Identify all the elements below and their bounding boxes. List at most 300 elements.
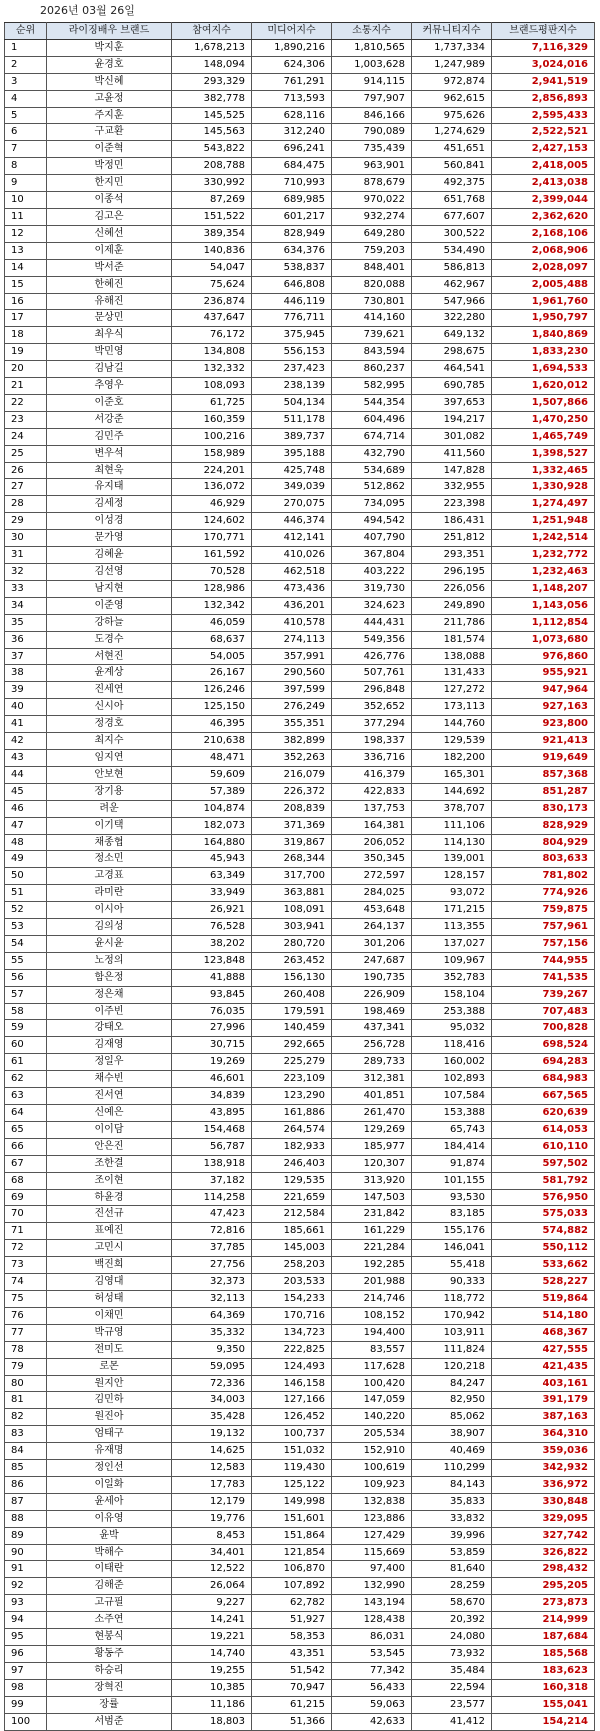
communication-cell: 117,628 — [332, 1358, 412, 1375]
actor-name-cell: 안보현 — [47, 766, 172, 783]
communication-cell: 296,848 — [332, 682, 412, 699]
participation-cell: 72,816 — [172, 1223, 252, 1240]
rank-cell: 12 — [5, 225, 47, 242]
actor-name-cell: 진서연 — [47, 1088, 172, 1105]
brand-index-cell: 976,860 — [492, 648, 595, 665]
brand-index-cell: 1,073,680 — [492, 631, 595, 648]
community-cell: 301,082 — [412, 428, 492, 445]
brand-index-cell: 2,399,044 — [492, 192, 595, 209]
table-row — [5, 39, 595, 56]
communication-cell: 426,776 — [332, 648, 412, 665]
community-cell: 107,584 — [412, 1088, 492, 1105]
community-cell: 120,218 — [412, 1358, 492, 1375]
participation-cell: 47,423 — [172, 1206, 252, 1223]
actor-name-cell: 함은정 — [47, 969, 172, 986]
actor-name-cell: 변우석 — [47, 445, 172, 462]
table-row — [5, 530, 595, 547]
rank-cell: 24 — [5, 428, 47, 445]
community-cell: 534,490 — [412, 242, 492, 259]
participation-cell: 19,255 — [172, 1662, 252, 1679]
media-cell: 473,436 — [252, 580, 332, 597]
communication-cell: 820,088 — [332, 276, 412, 293]
rank-cell: 65 — [5, 1121, 47, 1138]
participation-cell: 27,996 — [172, 1020, 252, 1037]
participation-cell: 76,035 — [172, 1003, 252, 1020]
media-cell: 713,593 — [252, 90, 332, 107]
media-cell: 264,574 — [252, 1121, 332, 1138]
participation-cell: 19,132 — [172, 1426, 252, 1443]
actor-name-cell: 조이현 — [47, 1172, 172, 1189]
table-row — [5, 1003, 595, 1020]
participation-cell: 70,528 — [172, 564, 252, 581]
participation-cell: 46,601 — [172, 1071, 252, 1088]
actor-name-cell: 장혁진 — [47, 1679, 172, 1696]
rank-cell: 32 — [5, 564, 47, 581]
communication-cell: 129,269 — [332, 1121, 412, 1138]
communication-cell: 403,222 — [332, 564, 412, 581]
communication-cell: 534,689 — [332, 462, 412, 479]
communication-cell: 437,341 — [332, 1020, 412, 1037]
actor-name-cell: 신시아 — [47, 699, 172, 716]
community-cell: 249,890 — [412, 597, 492, 614]
table-row — [5, 1561, 595, 1578]
media-cell: 689,985 — [252, 192, 332, 209]
communication-cell: 512,862 — [332, 479, 412, 496]
rank-cell: 11 — [5, 208, 47, 225]
communication-cell: 549,356 — [332, 631, 412, 648]
actor-name-cell: 김고은 — [47, 208, 172, 225]
actor-name-cell: 윤경호 — [47, 56, 172, 73]
table-row — [5, 1612, 595, 1629]
participation-cell: 33,949 — [172, 885, 252, 902]
community-cell: 129,539 — [412, 733, 492, 750]
header-rank: 순위 — [5, 23, 47, 40]
communication-cell: 147,503 — [332, 1189, 412, 1206]
rank-cell: 17 — [5, 310, 47, 327]
actor-name-cell: 김영대 — [47, 1274, 172, 1291]
table-row — [5, 1155, 595, 1172]
header-brand-reputation-index: 브랜드평판지수 — [492, 23, 595, 40]
media-cell: 119,430 — [252, 1460, 332, 1477]
table-row — [5, 1443, 595, 1460]
rank-cell: 79 — [5, 1358, 47, 1375]
media-cell: 62,782 — [252, 1595, 332, 1612]
rank-cell: 37 — [5, 648, 47, 665]
communication-cell: 137,753 — [332, 800, 412, 817]
rank-cell: 8 — [5, 158, 47, 175]
table-row — [5, 597, 595, 614]
communication-cell: 77,342 — [332, 1662, 412, 1679]
participation-cell: 224,201 — [172, 462, 252, 479]
community-cell: 137,027 — [412, 935, 492, 952]
community-cell: 677,607 — [412, 208, 492, 225]
table-row — [5, 1020, 595, 1037]
participation-cell: 41,888 — [172, 969, 252, 986]
participation-cell: 93,845 — [172, 986, 252, 1003]
table-row — [5, 513, 595, 530]
participation-cell: 34,839 — [172, 1088, 252, 1105]
participation-cell: 35,332 — [172, 1324, 252, 1341]
rank-cell: 68 — [5, 1172, 47, 1189]
media-cell: 145,003 — [252, 1240, 332, 1257]
rank-cell: 58 — [5, 1003, 47, 1020]
communication-cell: 848,401 — [332, 259, 412, 276]
communication-cell: 407,790 — [332, 530, 412, 547]
media-cell: 51,542 — [252, 1662, 332, 1679]
community-cell: 298,675 — [412, 344, 492, 361]
table-row — [5, 1460, 595, 1477]
table-row — [5, 1037, 595, 1054]
communication-cell: 284,025 — [332, 885, 412, 902]
media-cell: 126,452 — [252, 1409, 332, 1426]
actor-name-cell: 김세정 — [47, 496, 172, 513]
brand-index-cell: 160,318 — [492, 1679, 595, 1696]
communication-cell: 132,990 — [332, 1578, 412, 1595]
participation-cell: 17,783 — [172, 1476, 252, 1493]
actor-name-cell: 고윤정 — [47, 90, 172, 107]
actor-name-cell: 윤박 — [47, 1527, 172, 1544]
community-cell: 972,874 — [412, 73, 492, 90]
participation-cell: 64,369 — [172, 1307, 252, 1324]
community-cell: 85,062 — [412, 1409, 492, 1426]
table-row — [5, 107, 595, 124]
community-cell: 226,056 — [412, 580, 492, 597]
table-row — [5, 1189, 595, 1206]
actor-name-cell: 정은채 — [47, 986, 172, 1003]
brand-index-cell: 1,112,854 — [492, 614, 595, 631]
participation-cell: 43,895 — [172, 1105, 252, 1122]
community-cell: 173,113 — [412, 699, 492, 716]
community-cell: 153,388 — [412, 1105, 492, 1122]
brand-index-cell: 1,620,012 — [492, 378, 595, 395]
community-cell: 101,155 — [412, 1172, 492, 1189]
participation-cell: 170,771 — [172, 530, 252, 547]
participation-cell: 34,003 — [172, 1392, 252, 1409]
participation-cell: 48,471 — [172, 749, 252, 766]
brand-index-cell: 2,362,620 — [492, 208, 595, 225]
media-cell: 290,560 — [252, 665, 332, 682]
rank-cell: 47 — [5, 817, 47, 834]
rank-cell: 85 — [5, 1460, 47, 1477]
table-row — [5, 665, 595, 682]
communication-cell: 932,274 — [332, 208, 412, 225]
rank-cell: 16 — [5, 293, 47, 310]
rank-cell: 36 — [5, 631, 47, 648]
actor-name-cell: 조한결 — [47, 1155, 172, 1172]
brand-index-cell: 295,205 — [492, 1578, 595, 1595]
community-cell: 93,530 — [412, 1189, 492, 1206]
participation-cell: 236,874 — [172, 293, 252, 310]
brand-index-cell: 684,983 — [492, 1071, 595, 1088]
community-cell: 20,392 — [412, 1612, 492, 1629]
table-row — [5, 445, 595, 462]
rank-cell: 21 — [5, 378, 47, 395]
rank-cell: 95 — [5, 1629, 47, 1646]
rank-cell: 43 — [5, 749, 47, 766]
communication-cell: 109,923 — [332, 1476, 412, 1493]
participation-cell: 126,246 — [172, 682, 252, 699]
rank-cell: 71 — [5, 1223, 47, 1240]
brand-index-cell: 830,173 — [492, 800, 595, 817]
media-cell: 179,591 — [252, 1003, 332, 1020]
media-cell: 106,870 — [252, 1561, 332, 1578]
table-row — [5, 1510, 595, 1527]
media-cell: 776,711 — [252, 310, 332, 327]
rank-cell: 98 — [5, 1679, 47, 1696]
participation-cell: 46,059 — [172, 614, 252, 631]
media-cell: 349,039 — [252, 479, 332, 496]
participation-cell: 9,227 — [172, 1595, 252, 1612]
rank-cell: 30 — [5, 530, 47, 547]
actor-name-cell: 라미란 — [47, 885, 172, 902]
participation-cell: 1,678,213 — [172, 39, 252, 56]
media-cell: 146,158 — [252, 1375, 332, 1392]
communication-cell: 140,220 — [332, 1409, 412, 1426]
brand-index-cell: 514,180 — [492, 1307, 595, 1324]
rank-cell: 64 — [5, 1105, 47, 1122]
brand-index-cell: 2,595,433 — [492, 107, 595, 124]
brand-index-cell: 2,941,519 — [492, 73, 595, 90]
rank-cell: 92 — [5, 1578, 47, 1595]
table-row — [5, 344, 595, 361]
participation-cell: 68,637 — [172, 631, 252, 648]
actor-name-cell: 이준영 — [47, 597, 172, 614]
brand-index-cell: 1,232,463 — [492, 564, 595, 581]
participation-cell: 35,428 — [172, 1409, 252, 1426]
media-cell: 280,720 — [252, 935, 332, 952]
community-cell: 81,640 — [412, 1561, 492, 1578]
participation-cell: 59,095 — [172, 1358, 252, 1375]
rank-cell: 54 — [5, 935, 47, 952]
rank-cell: 76 — [5, 1307, 47, 1324]
actor-name-cell: 엄태구 — [47, 1426, 172, 1443]
brand-index-cell: 185,568 — [492, 1646, 595, 1663]
table-row — [5, 1493, 595, 1510]
brand-index-cell: 1,232,772 — [492, 547, 595, 564]
community-cell: 144,692 — [412, 783, 492, 800]
rank-cell: 81 — [5, 1392, 47, 1409]
media-cell: 382,899 — [252, 733, 332, 750]
table-row — [5, 1307, 595, 1324]
community-cell: 492,375 — [412, 175, 492, 192]
media-cell: 151,032 — [252, 1443, 332, 1460]
community-cell: 58,670 — [412, 1595, 492, 1612]
actor-name-cell: 고민시 — [47, 1240, 172, 1257]
actor-name-cell: 진선규 — [47, 1206, 172, 1223]
table-row — [5, 1223, 595, 1240]
rank-cell: 86 — [5, 1476, 47, 1493]
participation-cell: 38,202 — [172, 935, 252, 952]
communication-cell: 100,420 — [332, 1375, 412, 1392]
brand-index-cell: 757,156 — [492, 935, 595, 952]
community-cell: 40,469 — [412, 1443, 492, 1460]
actor-name-cell: 윤계상 — [47, 665, 172, 682]
media-cell: 446,119 — [252, 293, 332, 310]
participation-cell: 140,836 — [172, 242, 252, 259]
brand-index-cell: 757,961 — [492, 919, 595, 936]
communication-cell: 759,203 — [332, 242, 412, 259]
community-cell: 586,813 — [412, 259, 492, 276]
actor-name-cell: 임지연 — [47, 749, 172, 766]
participation-cell: 57,389 — [172, 783, 252, 800]
actor-name-cell: 박해수 — [47, 1544, 172, 1561]
brand-index-cell: 620,639 — [492, 1105, 595, 1122]
communication-cell: 120,307 — [332, 1155, 412, 1172]
communication-cell: 416,379 — [332, 766, 412, 783]
media-cell: 397,599 — [252, 682, 332, 699]
communication-cell: 878,679 — [332, 175, 412, 192]
rank-cell: 93 — [5, 1595, 47, 1612]
actor-name-cell: 이기택 — [47, 817, 172, 834]
brand-index-cell: 923,800 — [492, 716, 595, 733]
community-cell: 411,560 — [412, 445, 492, 462]
communication-cell: 336,716 — [332, 749, 412, 766]
brand-index-cell: 1,143,056 — [492, 597, 595, 614]
community-cell: 1,274,629 — [412, 124, 492, 141]
community-cell: 24,080 — [412, 1629, 492, 1646]
rank-cell: 77 — [5, 1324, 47, 1341]
rank-cell: 35 — [5, 614, 47, 631]
rank-cell: 88 — [5, 1510, 47, 1527]
community-cell: 111,106 — [412, 817, 492, 834]
actor-name-cell: 김해준 — [47, 1578, 172, 1595]
rank-cell: 25 — [5, 445, 47, 462]
table-row — [5, 124, 595, 141]
table-row — [5, 986, 595, 1003]
brand-index-cell: 298,432 — [492, 1561, 595, 1578]
participation-cell: 12,522 — [172, 1561, 252, 1578]
participation-cell: 10,385 — [172, 1679, 252, 1696]
media-cell: 263,452 — [252, 952, 332, 969]
media-cell: 412,141 — [252, 530, 332, 547]
actor-name-cell: 이준호 — [47, 394, 172, 411]
brand-index-cell: 403,161 — [492, 1375, 595, 1392]
media-cell: 151,601 — [252, 1510, 332, 1527]
communication-cell: 674,714 — [332, 428, 412, 445]
actor-name-cell: 백진희 — [47, 1257, 172, 1274]
header-media-index: 미디어지수 — [252, 23, 332, 40]
media-cell: 222,825 — [252, 1341, 332, 1358]
rank-cell: 27 — [5, 479, 47, 496]
rank-cell: 73 — [5, 1257, 47, 1274]
communication-cell: 401,851 — [332, 1088, 412, 1105]
community-cell: 128,157 — [412, 868, 492, 885]
brand-index-cell: 1,274,497 — [492, 496, 595, 513]
actor-name-cell: 김민주 — [47, 428, 172, 445]
table-row — [5, 885, 595, 902]
community-cell: 82,950 — [412, 1392, 492, 1409]
participation-cell: 34,401 — [172, 1544, 252, 1561]
community-cell: 83,185 — [412, 1206, 492, 1223]
brand-index-cell: 342,932 — [492, 1460, 595, 1477]
actor-name-cell: 이준혁 — [47, 141, 172, 158]
table-row — [5, 1527, 595, 1544]
community-cell: 160,002 — [412, 1054, 492, 1071]
media-cell: 270,075 — [252, 496, 332, 513]
media-cell: 61,215 — [252, 1696, 332, 1713]
media-cell: 125,122 — [252, 1476, 332, 1493]
participation-cell: 154,468 — [172, 1121, 252, 1138]
communication-cell: 414,160 — [332, 310, 412, 327]
media-cell: 185,661 — [252, 1223, 332, 1240]
actor-name-cell: 유해진 — [47, 293, 172, 310]
brand-index-cell: 2,856,893 — [492, 90, 595, 107]
community-cell: 464,541 — [412, 361, 492, 378]
brand-index-cell: 1,332,465 — [492, 462, 595, 479]
communication-cell: 313,920 — [332, 1172, 412, 1189]
participation-cell: 12,583 — [172, 1460, 252, 1477]
actor-name-cell: 도경수 — [47, 631, 172, 648]
community-cell: 184,414 — [412, 1138, 492, 1155]
actor-name-cell: 박지훈 — [47, 39, 172, 56]
brand-index-cell: 1,465,749 — [492, 428, 595, 445]
community-cell: 55,418 — [412, 1257, 492, 1274]
table-row — [5, 73, 595, 90]
actor-name-cell: 이태란 — [47, 1561, 172, 1578]
table-row — [5, 1662, 595, 1679]
brand-index-cell: 576,950 — [492, 1189, 595, 1206]
actor-name-cell: 김민하 — [47, 1392, 172, 1409]
communication-cell: 444,431 — [332, 614, 412, 631]
rank-cell: 1 — [5, 39, 47, 56]
table-row — [5, 1358, 595, 1375]
participation-cell: 210,638 — [172, 733, 252, 750]
communication-cell: 198,469 — [332, 1003, 412, 1020]
table-row — [5, 242, 595, 259]
communication-cell: 582,995 — [332, 378, 412, 395]
media-cell: 134,723 — [252, 1324, 332, 1341]
table-row — [5, 783, 595, 800]
table-row — [5, 1544, 595, 1561]
brand-index-cell: 3,024,016 — [492, 56, 595, 73]
brand-index-cell: 550,112 — [492, 1240, 595, 1257]
table-row — [5, 1341, 595, 1358]
communication-cell: 247,687 — [332, 952, 412, 969]
table-row — [5, 817, 595, 834]
brand-index-cell: 1,833,230 — [492, 344, 595, 361]
actor-name-cell: 남지현 — [47, 580, 172, 597]
rank-cell: 18 — [5, 327, 47, 344]
participation-cell: 158,989 — [172, 445, 252, 462]
communication-cell: 194,400 — [332, 1324, 412, 1341]
participation-cell: 8,453 — [172, 1527, 252, 1544]
communication-cell: 256,728 — [332, 1037, 412, 1054]
community-cell: 223,398 — [412, 496, 492, 513]
community-cell: 547,966 — [412, 293, 492, 310]
media-cell: 149,998 — [252, 1493, 332, 1510]
media-cell: 268,344 — [252, 851, 332, 868]
table-row — [5, 1172, 595, 1189]
table-row — [5, 1105, 595, 1122]
brand-index-cell: 741,535 — [492, 969, 595, 986]
rank-cell: 2 — [5, 56, 47, 73]
actor-name-cell: 최우식 — [47, 327, 172, 344]
actor-name-cell: 문가영 — [47, 530, 172, 547]
community-cell: 962,615 — [412, 90, 492, 107]
media-cell: 395,188 — [252, 445, 332, 462]
communication-cell: 432,790 — [332, 445, 412, 462]
communication-cell: 735,439 — [332, 141, 412, 158]
actor-name-cell: 신예은 — [47, 1105, 172, 1122]
community-cell: 93,072 — [412, 885, 492, 902]
table-row — [5, 428, 595, 445]
media-cell: 363,881 — [252, 885, 332, 902]
actor-name-cell: 채종협 — [47, 834, 172, 851]
communication-cell: 56,433 — [332, 1679, 412, 1696]
community-cell: 65,743 — [412, 1121, 492, 1138]
table-row — [5, 462, 595, 479]
actor-name-cell: 정소민 — [47, 851, 172, 868]
